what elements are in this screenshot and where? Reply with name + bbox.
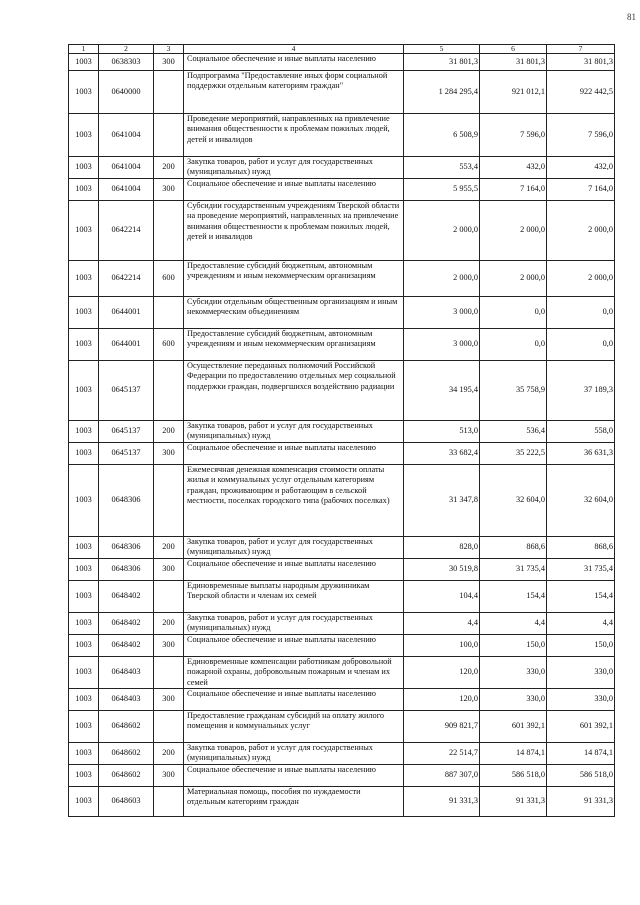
header-cell: 5 <box>404 45 480 54</box>
amount-col7-cell: 601 392,1 <box>547 711 615 743</box>
amount-col6-cell: 14 874,1 <box>480 743 547 765</box>
table-row <box>69 787 615 817</box>
section-code-cell: 1003 <box>69 657 99 689</box>
amount-col7-cell: 0,0 <box>547 297 615 329</box>
expense-type-cell: 300 <box>154 559 184 581</box>
amount-col5-cell: 91 331,3 <box>404 787 480 817</box>
amount-col7-cell: 7 164,0 <box>547 179 615 201</box>
table-row <box>69 179 615 201</box>
amount-col6-cell: 921 012,1 <box>480 71 547 114</box>
target-article-cell: 0638303 <box>99 54 154 71</box>
amount-col7-cell: 2 000,0 <box>547 201 615 261</box>
amount-col6-cell: 2 000,0 <box>480 261 547 297</box>
expense-type-cell <box>154 657 184 689</box>
amount-col5-cell: 828,0 <box>404 537 480 559</box>
amount-col5-cell: 31 801,3 <box>404 54 480 71</box>
expense-type-cell: 200 <box>154 613 184 635</box>
expense-type-cell <box>154 297 184 329</box>
amount-col7-cell: 7 596,0 <box>547 114 615 157</box>
amount-col5-cell: 3 000,0 <box>404 297 480 329</box>
amount-col7-cell: 31 801,3 <box>547 54 615 71</box>
target-article-cell: 0640000 <box>99 71 154 114</box>
table-row <box>69 157 615 179</box>
amount-col5-cell: 33 682,4 <box>404 443 480 465</box>
description-cell: Закупка товаров, работ и услуг для государственных (муниципальных) нужд <box>184 157 404 179</box>
amount-col7-cell: 37 189,3 <box>547 361 615 421</box>
description-cell: Предоставление субсидий бюджетным, автономным учреждениям и иным некоммерческим организациям <box>184 261 404 297</box>
target-article-cell: 0648306 <box>99 465 154 537</box>
table-row <box>69 71 615 114</box>
expense-type-cell: 600 <box>154 329 184 361</box>
amount-col5-cell: 513,0 <box>404 421 480 443</box>
amount-col7-cell: 0,0 <box>547 329 615 361</box>
amount-col7-cell: 922 442,5 <box>547 71 615 114</box>
amount-col6-cell: 536,4 <box>480 421 547 443</box>
amount-col7-cell: 4,4 <box>547 613 615 635</box>
table-body <box>69 45 615 817</box>
table-row <box>69 361 615 421</box>
table-row <box>69 329 615 361</box>
expense-type-cell: 200 <box>154 157 184 179</box>
table-row <box>69 465 615 537</box>
description-cell: Закупка товаров, работ и услуг для государственных (муниципальных) нужд <box>184 743 404 765</box>
amount-col6-cell: 154,4 <box>480 581 547 613</box>
amount-col6-cell: 150,0 <box>480 635 547 657</box>
description-cell: Социальное обеспечение и иные выплаты населению <box>184 54 404 71</box>
budget-table <box>68 44 615 817</box>
amount-col6-cell: 432,0 <box>480 157 547 179</box>
amount-col5-cell: 120,0 <box>404 689 480 711</box>
description-cell: Осуществление переданных полномочий Российской Федерации по предоставлению отдельных мер социальной поддержки граждан, подвергшихся воздействию радиации <box>184 361 404 421</box>
amount-col7-cell: 330,0 <box>547 657 615 689</box>
target-article-cell: 0645137 <box>99 421 154 443</box>
header-cell: 6 <box>480 45 547 54</box>
table-row <box>69 443 615 465</box>
section-code-cell: 1003 <box>69 689 99 711</box>
table-row <box>69 711 615 743</box>
description-cell: Социальное обеспечение и иные выплаты населению <box>184 635 404 657</box>
table-header-row <box>69 45 615 54</box>
amount-col6-cell: 330,0 <box>480 689 547 711</box>
section-code-cell: 1003 <box>69 465 99 537</box>
amount-col7-cell: 36 631,3 <box>547 443 615 465</box>
section-code-cell: 1003 <box>69 559 99 581</box>
target-article-cell: 0648602 <box>99 743 154 765</box>
amount-col6-cell: 868,6 <box>480 537 547 559</box>
amount-col5-cell: 4,4 <box>404 613 480 635</box>
description-cell: Социальное обеспечение и иные выплаты населению <box>184 443 404 465</box>
target-article-cell: 0648306 <box>99 537 154 559</box>
section-code-cell: 1003 <box>69 537 99 559</box>
table-row <box>69 689 615 711</box>
expense-type-cell: 300 <box>154 179 184 201</box>
target-article-cell: 0645137 <box>99 443 154 465</box>
table-row <box>69 297 615 329</box>
amount-col6-cell: 330,0 <box>480 657 547 689</box>
header-cell: 1 <box>69 45 99 54</box>
section-code-cell: 1003 <box>69 54 99 71</box>
header-cell: 4 <box>184 45 404 54</box>
target-article-cell: 0648602 <box>99 765 154 787</box>
amount-col7-cell: 2 000,0 <box>547 261 615 297</box>
amount-col7-cell: 150,0 <box>547 635 615 657</box>
amount-col5-cell: 2 000,0 <box>404 201 480 261</box>
expense-type-cell <box>154 711 184 743</box>
target-article-cell: 0648403 <box>99 657 154 689</box>
description-cell: Закупка товаров, работ и услуг для государственных (муниципальных) нужд <box>184 613 404 635</box>
amount-col6-cell: 4,4 <box>480 613 547 635</box>
expense-type-cell <box>154 201 184 261</box>
expense-type-cell <box>154 71 184 114</box>
target-article-cell: 0641004 <box>99 157 154 179</box>
section-code-cell: 1003 <box>69 157 99 179</box>
amount-col5-cell: 909 821,7 <box>404 711 480 743</box>
section-code-cell: 1003 <box>69 787 99 817</box>
expense-type-cell: 200 <box>154 421 184 443</box>
expense-type-cell: 200 <box>154 537 184 559</box>
section-code-cell: 1003 <box>69 581 99 613</box>
amount-col6-cell: 31 801,3 <box>480 54 547 71</box>
table-row <box>69 581 615 613</box>
description-cell: Социальное обеспечение и иные выплаты населению <box>184 559 404 581</box>
amount-col7-cell: 91 331,3 <box>547 787 615 817</box>
amount-col5-cell: 3 000,0 <box>404 329 480 361</box>
section-code-cell: 1003 <box>69 201 99 261</box>
table-row <box>69 635 615 657</box>
amount-col5-cell: 1 284 295,4 <box>404 71 480 114</box>
section-code-cell: 1003 <box>69 421 99 443</box>
expense-type-cell <box>154 787 184 817</box>
expense-type-cell <box>154 465 184 537</box>
target-article-cell: 0641004 <box>99 114 154 157</box>
amount-col5-cell: 34 195,4 <box>404 361 480 421</box>
description-cell: Субсидии государственным учреждениям Тверской области на проведение мероприятий, направленных на привлечение внимания общественности к проблемам пожилых людей, детей и инвалидов <box>184 201 404 261</box>
expense-type-cell: 300 <box>154 54 184 71</box>
amount-col7-cell: 330,0 <box>547 689 615 711</box>
target-article-cell: 0644001 <box>99 297 154 329</box>
amount-col6-cell: 91 331,3 <box>480 787 547 817</box>
header-cell: 7 <box>547 45 615 54</box>
description-cell: Подпрограмма "Предоставление иных форм социальной поддержки отдельным категориям граждан" <box>184 71 404 114</box>
amount-col7-cell: 868,6 <box>547 537 615 559</box>
amount-col6-cell: 32 604,0 <box>480 465 547 537</box>
description-cell: Ежемесячная денежная компенсация стоимости оплаты жилья и коммунальных услуг отдельным категориям граждан, проживающим и работающим в сельской местности, поселках городского типа (рабочих поселках) <box>184 465 404 537</box>
expense-type-cell: 300 <box>154 635 184 657</box>
target-article-cell: 0648603 <box>99 787 154 817</box>
table-row <box>69 201 615 261</box>
description-cell: Социальное обеспечение и иные выплаты населению <box>184 179 404 201</box>
table-row <box>69 537 615 559</box>
amount-col6-cell: 0,0 <box>480 329 547 361</box>
expense-type-cell: 300 <box>154 765 184 787</box>
amount-col7-cell: 586 518,0 <box>547 765 615 787</box>
amount-col6-cell: 35 758,9 <box>480 361 547 421</box>
description-cell: Материальная помощь, пособия по нуждаемости отдельным категориям граждан <box>184 787 404 817</box>
description-cell: Единовременные выплаты народным дружинникам Тверской области и членам их семей <box>184 581 404 613</box>
section-code-cell: 1003 <box>69 613 99 635</box>
amount-col6-cell: 0,0 <box>480 297 547 329</box>
amount-col7-cell: 558,0 <box>547 421 615 443</box>
description-cell: Социальное обеспечение и иные выплаты населению <box>184 689 404 711</box>
target-article-cell: 0641004 <box>99 179 154 201</box>
amount-col5-cell: 120,0 <box>404 657 480 689</box>
amount-col5-cell: 22 514,7 <box>404 743 480 765</box>
expense-type-cell: 300 <box>154 443 184 465</box>
amount-col5-cell: 31 347,8 <box>404 465 480 537</box>
target-article-cell: 0644001 <box>99 329 154 361</box>
page-number: 81 <box>627 12 636 22</box>
amount-col5-cell: 104,4 <box>404 581 480 613</box>
section-code-cell: 1003 <box>69 179 99 201</box>
description-cell: Закупка товаров, работ и услуг для государственных (муниципальных) нужд <box>184 537 404 559</box>
amount-col7-cell: 32 604,0 <box>547 465 615 537</box>
expense-type-cell <box>154 361 184 421</box>
section-code-cell: 1003 <box>69 329 99 361</box>
description-cell: Проведение мероприятий, направленных на привлечение внимания общественности к проблемам пожилых людей, детей и инвалидов <box>184 114 404 157</box>
section-code-cell: 1003 <box>69 711 99 743</box>
amount-col5-cell: 553,4 <box>404 157 480 179</box>
table-row <box>69 743 615 765</box>
description-cell: Предоставление гражданам субсидий на оплату жилого помещения и коммунальных услуг <box>184 711 404 743</box>
expense-type-cell <box>154 114 184 157</box>
amount-col5-cell: 30 519,8 <box>404 559 480 581</box>
amount-col6-cell: 2 000,0 <box>480 201 547 261</box>
amount-col6-cell: 586 518,0 <box>480 765 547 787</box>
amount-col6-cell: 35 222,5 <box>480 443 547 465</box>
section-code-cell: 1003 <box>69 361 99 421</box>
target-article-cell: 0648306 <box>99 559 154 581</box>
target-article-cell: 0648402 <box>99 613 154 635</box>
header-cell: 2 <box>99 45 154 54</box>
target-article-cell: 0648402 <box>99 581 154 613</box>
target-article-cell: 0648602 <box>99 711 154 743</box>
target-article-cell: 0642214 <box>99 201 154 261</box>
description-cell: Социальное обеспечение и иные выплаты населению <box>184 765 404 787</box>
expense-type-cell <box>154 581 184 613</box>
target-article-cell: 0648403 <box>99 689 154 711</box>
amount-col5-cell: 6 508,9 <box>404 114 480 157</box>
target-article-cell: 0645137 <box>99 361 154 421</box>
section-code-cell: 1003 <box>69 765 99 787</box>
expense-type-cell: 200 <box>154 743 184 765</box>
section-code-cell: 1003 <box>69 743 99 765</box>
table-row <box>69 261 615 297</box>
amount-col7-cell: 154,4 <box>547 581 615 613</box>
description-cell: Закупка товаров, работ и услуг для государственных (муниципальных) нужд <box>184 421 404 443</box>
amount-col5-cell: 2 000,0 <box>404 261 480 297</box>
section-code-cell: 1003 <box>69 71 99 114</box>
section-code-cell: 1003 <box>69 443 99 465</box>
table-row <box>69 559 615 581</box>
table-row <box>69 657 615 689</box>
amount-col6-cell: 7 596,0 <box>480 114 547 157</box>
description-cell: Предоставление субсидий бюджетным, автономным учреждениям и иным некоммерческим организациям <box>184 329 404 361</box>
amount-col7-cell: 432,0 <box>547 157 615 179</box>
section-code-cell: 1003 <box>69 297 99 329</box>
description-cell: Единовременные компенсации работникам добровольной пожарной охраны, добровольным пожарным и членам их семей <box>184 657 404 689</box>
amount-col5-cell: 5 955,5 <box>404 179 480 201</box>
header-cell: 3 <box>154 45 184 54</box>
target-article-cell: 0648402 <box>99 635 154 657</box>
amount-col6-cell: 31 735,4 <box>480 559 547 581</box>
section-code-cell: 1003 <box>69 114 99 157</box>
target-article-cell: 0642214 <box>99 261 154 297</box>
table-row <box>69 765 615 787</box>
section-code-cell: 1003 <box>69 635 99 657</box>
amount-col7-cell: 14 874,1 <box>547 743 615 765</box>
amount-col7-cell: 31 735,4 <box>547 559 615 581</box>
amount-col5-cell: 887 307,0 <box>404 765 480 787</box>
amount-col5-cell: 100,0 <box>404 635 480 657</box>
table-row <box>69 114 615 157</box>
amount-col6-cell: 7 164,0 <box>480 179 547 201</box>
table-row <box>69 54 615 71</box>
description-cell: Субсидии отдельным общественным организациям и иным некоммерческим объединениям <box>184 297 404 329</box>
expense-type-cell: 600 <box>154 261 184 297</box>
table-row <box>69 613 615 635</box>
table-row <box>69 421 615 443</box>
amount-col6-cell: 601 392,1 <box>480 711 547 743</box>
expense-type-cell: 300 <box>154 689 184 711</box>
section-code-cell: 1003 <box>69 261 99 297</box>
